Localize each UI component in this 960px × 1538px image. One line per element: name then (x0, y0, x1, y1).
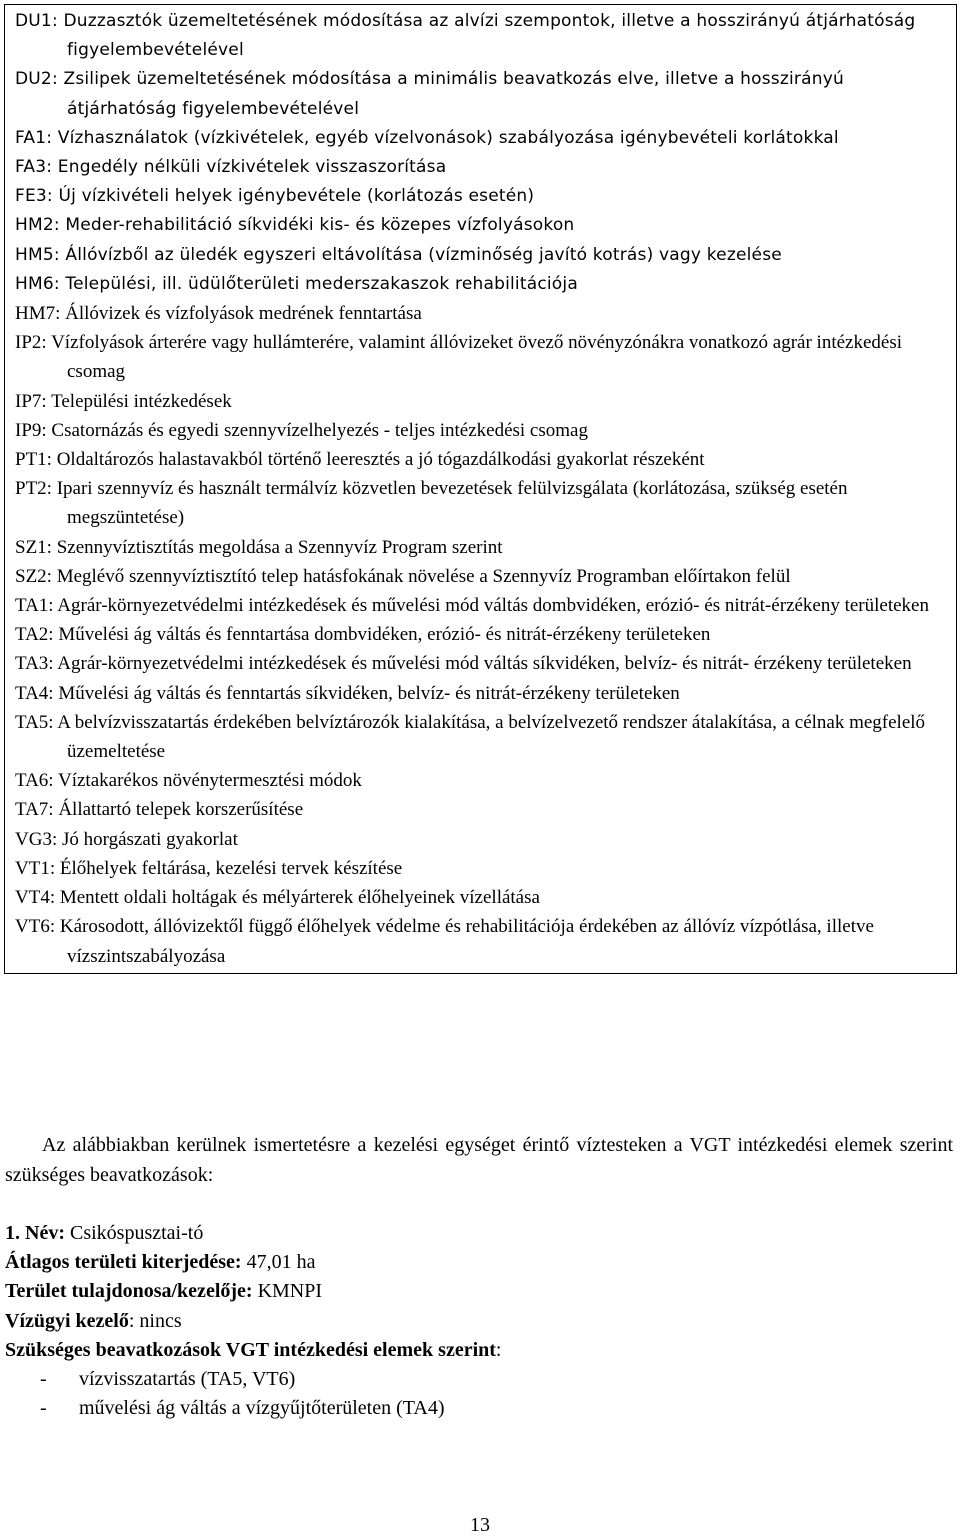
item-number: 1. (5, 1222, 20, 1244)
measure-item: TA5: A belvízvisszatartás érdekében belvíztározók kialakítása, a belvízelvezető rendszer átalakítása, a célnak megfelelő üzemeltetése (15, 711, 926, 763)
bullet-item (5, 1394, 945, 1423)
measure-item: FA3: Engedély nélküli vízkivételek visszaszorítása (15, 157, 447, 178)
measure-item: TA7: Állattartó telepek korszerűsítése (15, 799, 304, 821)
measure-item: HM5: Állóvízből az üledék egyszeri eltávolítása (vízminőség javító kotrás) vagy kezelése (15, 244, 782, 265)
water-body-entry (5, 1219, 945, 1423)
measure-item: FE3: Új vízkivételi helyek igénybevétele (korlátozás esetén) (15, 186, 535, 207)
measure-item: IP2: Vízfolyások árterére vagy hullámterére, valamint állóvizeket övező növényzónákra vonatkozó agrár intézkedési csomag (15, 332, 903, 383)
measure-item: DU1: Duzzasztók üzemeltetésének módosítása az alvízi szempontok, illetve a hosszirányú átjárhatóság figyelembevételével (15, 11, 916, 61)
name-value: Csikóspusztai-tó (69, 1222, 204, 1244)
measure-item: HM6: Települési, ill. üdülőterületi mederszakaszok rehabilitációja (15, 273, 578, 294)
measure-item: DU2: Zsilipek üzemeltetésének módosítása a minimális beavatkozás elve, illetve a hosszirányú átjárhatóság figyelembevételével (15, 69, 844, 119)
measures-table (4, 4, 957, 974)
bullet-item (5, 1365, 945, 1394)
bullet-dash: - (40, 1368, 47, 1391)
measure-item: HM2: Meder-rehabilitáció síkvidéki kis- és közepes vízfolyásokon (15, 215, 575, 236)
name-row (5, 1219, 945, 1248)
area-label: Átlagos területi kiterjedése: (5, 1251, 242, 1274)
measure-item: VG3: Jó horgászati gyakorlat (15, 828, 238, 850)
area-value: 47,01 ha (246, 1251, 316, 1274)
measure-item: PT2: Ipari szennyvíz és használt termálvíz közvetlen bevezetések felülvizsgálata (korlátozása, szükség esetén megszüntetése) (15, 478, 848, 529)
measure-item: IP7: Települési intézkedések (15, 390, 232, 412)
owner-label: Terület tulajdonosa/kezelője: (5, 1280, 253, 1303)
area-row (5, 1248, 945, 1277)
measure-item: VT4: Mentett oldali holtágak és mélyárterek élőhelyeinek vízellátása (15, 887, 540, 909)
owner-value: KMNPI (257, 1280, 323, 1303)
needs-label: Szükséges beavatkozások VGT intézkedési elemek szerint (5, 1338, 496, 1361)
bullet-dash: - (40, 1397, 47, 1420)
measure-item: SZ2: Meglévő szennyvíztisztító telep hatásfokának növelése a Szennyvíz Programban előírtakon felül (15, 565, 791, 587)
measure-item: TA1: Agrár-környezetvédelmi intézkedések és művelési mód váltás dombvidéken, erózió- és nitrát-érzékeny területeken (15, 595, 929, 617)
measure-item: TA6: Víztakarékos növénytermesztési módok (15, 770, 362, 792)
bullet-text: művelési ág váltás a vízgyűjtőterületen (TA4) (79, 1397, 445, 1420)
measure-item: PT1: Oldaltározós halastavakból történő leeresztés a jó tógazdálkodási gyakorlat részeként (15, 449, 705, 471)
manager-label: Vízügyi kezelő (5, 1309, 129, 1332)
needs-suffix: : (495, 1338, 502, 1361)
measure-item: HM7: Állóvizek és vízfolyások medrének fenntartása (15, 303, 422, 325)
intro-paragraph: Az alábbiakban kerülnek ismertetésre a kezelési egységet érintő víztesteken a VGT intézkedési elemek szerint szükséges beavatkozások: (5, 1134, 953, 1186)
needs-row (5, 1336, 945, 1365)
bullet-text: vízvisszatartás (TA5, VT6) (79, 1368, 296, 1391)
page-number: 13 (470, 1514, 490, 1536)
manager-value: : nincs (128, 1309, 182, 1332)
measure-item: TA3: Agrár-környezetvédelmi intézkedések és művelési mód váltás síkvidéken, belvíz- és nitrát- érzékeny területeken (15, 653, 912, 675)
owner-row (5, 1277, 945, 1306)
measure-item: SZ1: Szennyvíztisztítás megoldása a Szennyvíz Program szerint (15, 536, 503, 558)
measure-item: FA1: Vízhasználatok (vízkivételek, egyéb vízelvonások) szabályozása igénybevételi korlátokkal (15, 127, 839, 148)
measure-item: TA2: Művelési ág váltás és fenntartása dombvidéken, erózió- és nitrát-érzékeny területeken (15, 624, 711, 646)
measure-item: TA4: Művelési ág váltás és fenntartás síkvidéken, belvíz- és nitrát-érzékeny területeken (15, 682, 680, 704)
measure-item: VT6: Károsodott, állóvizektől függő élőhelyek védelme és rehabilitációja érdekében az állóvíz vízpótlása, illetve vízszintszabályozása (15, 916, 874, 967)
measure-item: VT1: Élőhelyek feltárása, kezelési tervek készítése (15, 857, 403, 879)
measure-item: IP9: Csatornázás és egyedi szennyvízelhelyezés - teljes intézkedési csomag (15, 419, 588, 441)
manager-row (5, 1307, 945, 1336)
name-label: Név: (25, 1222, 65, 1244)
